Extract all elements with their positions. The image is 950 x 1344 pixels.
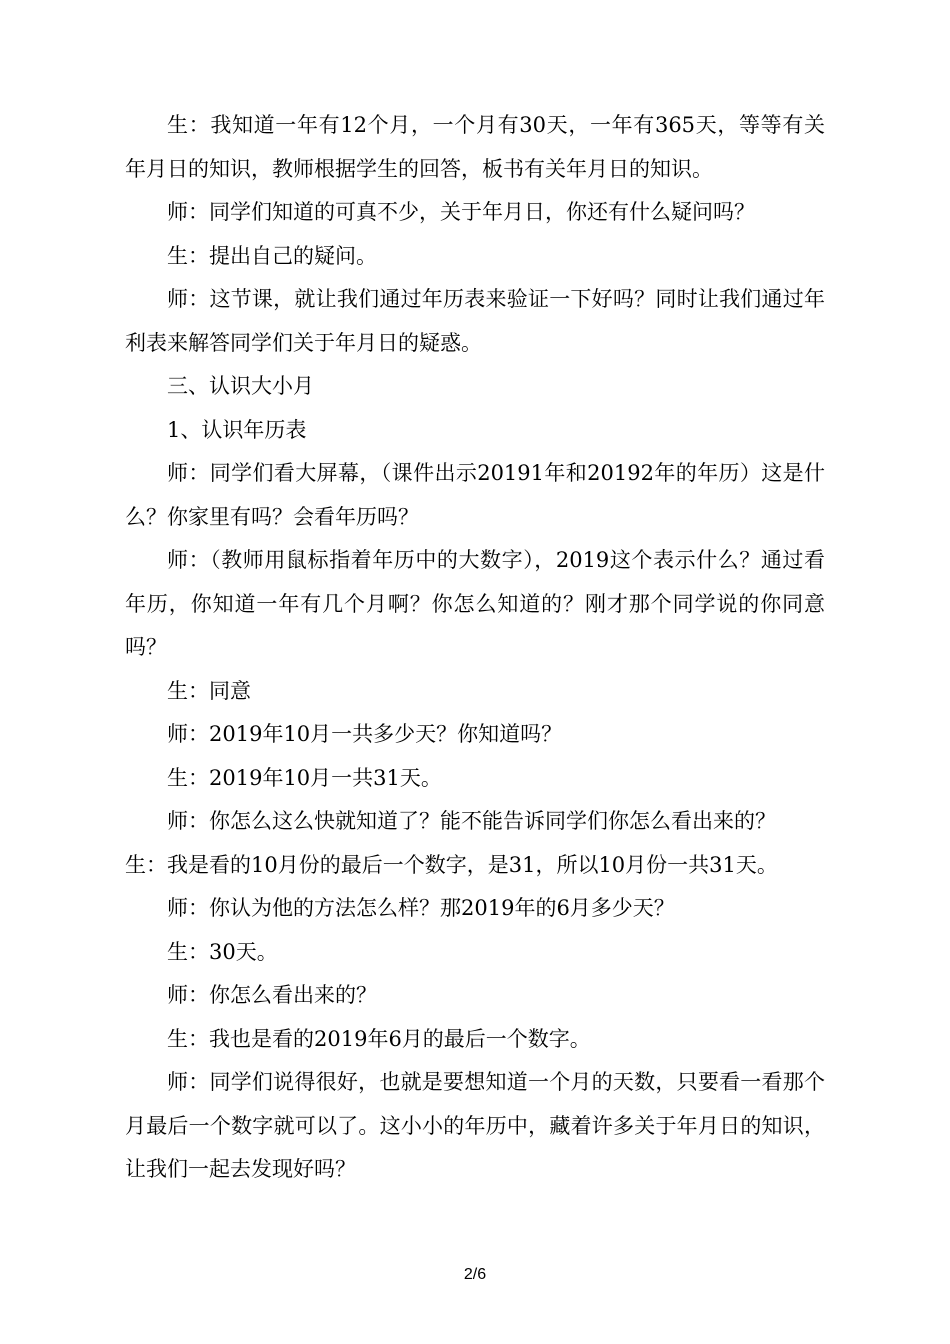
- paragraph: 师：2019年10月一共多少天？你知道吗？: [167, 722, 563, 746]
- paragraph: 生：我是看的10月份的最后一个数字，是31，所以10月份一共31天。: [125, 852, 778, 877]
- paragraph: 生：我也是看的2019年6月的最后一个数字。: [167, 1026, 591, 1051]
- section-heading: 三、认识大小月: [167, 374, 314, 398]
- subsection-heading: 1、认识年历表: [167, 417, 307, 442]
- paragraph: 师：你怎么看出来的？: [167, 983, 377, 1007]
- paragraph: 生：我知道一年有12个月，一个月有30天，一年有365天，等等有关年月日的知识，教师根据学生的回答，板书有关年月日的知识。: [125, 113, 825, 181]
- paragraph: 生：提出自己的疑问。: [167, 243, 377, 268]
- paragraph: 师：你怎么这么快就知道了？能不能告诉同学们你怎么看出来的？: [167, 809, 776, 833]
- paragraph: 师：你认为他的方法怎么样？那2019年的6月多少天？: [167, 896, 675, 920]
- document-body: [125, 104, 825, 1192]
- paragraph: 生：2019年10月一共31天。: [167, 765, 442, 790]
- paragraph: 师：（教师用鼠标指着年历中的大数字），2019这个表示什么？通过看年历，你知道一年有几个月啊？你怎么知道的？刚才那个同学说的你同意吗？: [125, 548, 825, 659]
- paragraph: 师：同学们说得很好，也就是要想知道一个月的天数，只要看一看那个月最后一个数字就可以了。这小小的年历中，藏着许多关于年月日的知识，让我们一起去发现好吗？: [125, 1070, 825, 1181]
- page-number: 2/6: [463, 1266, 487, 1283]
- paragraph: 生：同意: [167, 678, 251, 703]
- paragraph: 师：这节课，就让我们通过年历表来验证一下好吗？同时让我们通过年利表来解答同学们关于年月日的疑惑。: [125, 287, 825, 355]
- paragraph: 师：同学们知道的可真不少，关于年月日，你还有什么疑问吗？: [167, 200, 755, 224]
- paragraph: 生：30天。: [167, 939, 278, 964]
- paragraph: 师：同学们看大屏幕，（课件出示20191年和20192年的年历）这是什么？你家里有吗？会看年历吗？: [125, 461, 825, 529]
